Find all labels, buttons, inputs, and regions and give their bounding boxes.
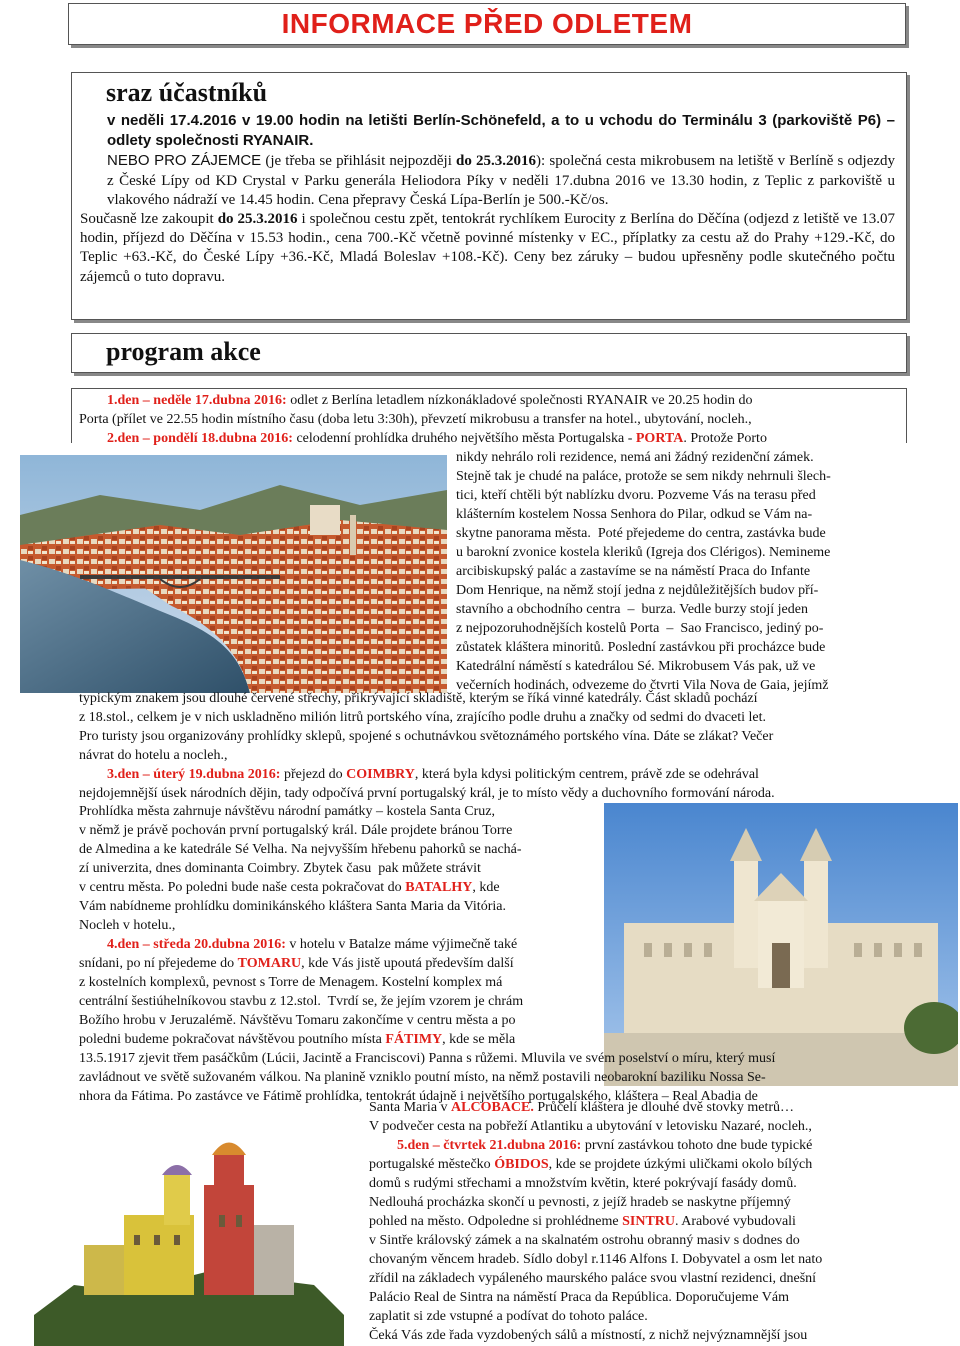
meeting-paragraph-2: NEBO PRO ZÁJEMCE (je třeba se přihlásit nejpozději do 25.3.2016): společná cesta mikrobusem na letiště v Berlíně s odjezdy z České Lípy od KD Crystal v Parku generála Heliodora Píky v neděli 17.dubna 2016 ve 13.30 hodin, z Teplic z parkoviště u vlakového nádraží ve 14.45 hodin. Cena přepravy Česká Lípa-Berlín je 500.-Kč/os. [107, 152, 896, 208]
day4-left-column: 4.den – středa 20.dubna 2016: v hotelu v Batalze máme výjimečně také snídani, po ní přejedeme do TOMARU, kde Vás jistě upoutá především další z kostelních komplexů, pevnost s Torre de Menagem. Kostelní komplex má centrální šestiúhelníkovou stavbu z 12.stol. Tvrdí se, že jejím vzorem je chrám Božího hrobu v Jeruzalémě. Návštěvu Tomaru zakončíme v centru města a po poledni budeme pokračovat návštěvou poutního místa FÁTIMY, kde se měla [79, 937, 524, 1047]
porto-photo-svg [20, 455, 447, 693]
day1-text: 1.den – neděle 17.dubna 2016: odlet z Berlína letadlem nízkonákladové společnosti RYANAIR ve 20.25 hodin do Porta (přílet ve 22.55 hodin místního času (doba letu 3:30h), převzetí mikrobusu a transfer na hotel., ubytování, nocleh., [79, 393, 753, 427]
meeting-text [80, 111, 895, 287]
day4-day5-right-column: Santa Maria v ALCOBACE. Průčelí kláštera je dlouhé dvě stovky metrů… V podvečer cesta na pobřeží Atlantiku a ubytování v letovisku Nazaré, nocleh., 5.den – čtvrtek 21.dubna 2016: první zastávkou tohoto dne bude typické portugalské městečko ÓBIDOS, kde se projdete úzkými uličkami okolo bílých domů s rudými střechami a množstvím květin, které pokrývají fasády domů. Nedlouhá procházka skončí u pevnosti, z jejíž hradeb se naskytne příjemný pohled na město. Odpoledne si prohlédneme SINTRU. Arabové vybudovali v Sintře královský zámek a na skalnatém ostrohu obranný masiv s dodnes do chovaným věncem hradeb. Sídlo dobyl r.1146 Alfons I. Dobyvatel a osm let nato zřídil na základech vypáleného maurského paláce svou vlastní rezidenci, dnešní Palácio Real de Sintra na náměstí Praca da República. Doporučujeme Vám zaplatit si zde vstupné a podívat do tohoto paláce. Čeká Vás zde řada vyzdobených sálů a místností, z nichž nejvýznamnější jsou [369, 1100, 823, 1343]
program-title: program akce [106, 337, 261, 366]
day2-full-width: typickým znakem jsou dlouhé červené střechy, přikrývající skladiště, kterým se říká vinné katedrály. Část skladů pochází z 18.stol., celkem je v nich uskladněno milión litrů portského vína, zrajícího podle druhu a značky od sedmi do dvaceti let. Pro turisty jsou organizovány prohlídky sklepů, spojené s ochutnávkou světoznámého portského vína. Dáte se zlákat? Večer návrat do hotelu a nocleh., [79, 691, 774, 763]
pena-palace-photo-svg [14, 1115, 360, 1346]
day3-left-column: Prohlídka města zahrnuje návštěvu národní památky – kostela Santa Cruz, v němž je právě pochován první portugalský král. Dále projdete bránou Torre de Almedina a ke katedrále Sé Velha. Na nejvyšším hřebenu pahorků se nachá- zí univerzita, dnes dominanta Coimbry. Zbytek času pak můžete strávit v centru města. Po poledni bude naše cesta pokračovat do BATALHY, kde Vám nabídneme prohlídku dominikánského kláštera Santa Maria da Vitória. Nocleh v hotelu., [79, 804, 522, 933]
day2-heading: 2.den – pondělí 18.dubna 2016: celodenní prohlídka druhého největšího města Portugalska - PORTA. Protože Porto [107, 431, 767, 446]
day2-right-column: nikdy nehrálo roli rezidence, nemá ani žádný rezidenční zámek. Stejně tak je chudé na paláce, protože se sem nikdy nehrnuli šlech- tici, kteří chtěli být nablízku dvoru. Pozveme Vás na terasu před klášterním kostelem Nossa Senhora do Pilar, odkud se Vám na- skytne panorama města. Poté přejedeme do centra, zastávka bude u barokní zvonice kostela kleriků (Igreja dos Clérigos). Nemineme arcibiskupský palác a zastavíme se na náměstí Praca do Infante Dom Henrique, na němž stojí jedna z nejdůležitějších budov pří- stavního a obchodního centra – burza. Vedle burzy stojí jeden z nejpozoruhodnějších kostelů Porta – Sao Francisco, jediný po- zůstatek kláštera minoritů. Poslední zastávkou při procházce bude Katedrální náměstí s katedrálou Sé. Mikrobusem Vás pak, už ve večerních hodinách, odvezeme do čtvrti Vila Nova de Gaia, jejímž [456, 450, 831, 693]
alcobaca-photo [604, 803, 958, 1086]
meeting-paragraph-1: v neděli 17.4.2016 v 19.00 hodin na letišti Berlín-Schönefeld, a to u vchodu do Terminálu 3 (parkoviště P6) – odlety společnosti RYANAIR. [107, 112, 895, 150]
meeting-paragraph-3: Současně lze zakoupit do 25.3.2016 i společnou cestu zpět, tentokrát rychlíkem Eurocity z Berlína do Děčína (odjezd z letiště ve 13.07 hodin, příjezd do Děčína v 15.53 hodin., cena 700.-Kč včetně povinné místenky v EC., příplatky za cestu až do Prahy +129.-Kč, do Teplic +63.-Kč, do České Lípy +36.-Kč, Mladá Boleslav +108.-Kč). Ceny bez záruky – budou upřesněny podle skutečného počtu zájemců o tuto dopravu. [80, 211, 895, 285]
meeting-title: sraz účastníků [106, 78, 268, 107]
day3-heading: 3.den – úterý 19.dubna 2016: přejezd do COIMBRY, která byla kdysi politickým centrem, právě zde se odehrával nejdojemnější úsek národních dějin, tady odpočívá první portugalský král, je to místo vědy a duchovního formování národa. [79, 767, 775, 801]
pena-palace-photo [14, 1115, 360, 1346]
porto-photo [20, 455, 447, 693]
page-title: INFORMACE PŘED ODLETEM [281, 8, 693, 39]
day4-full-width: 13.5.1917 zjevit třem pasáčkům (Lúcii, Jacintě a Franciscovi) Panna s růžemi. Mluvila ve svém poselství o míru, který musí zavládnout ve světě sužovaném válkou. Na planině vzniklo poutní místo, na němž postavili neobarokní baziliku Nossa Se- nhora da Fátima. Po zastávce ve Fátimě prohlídka, tentokrát údajně i největšího portugalského, kláštera – Real Abadia de [79, 1051, 776, 1104]
header-box [68, 3, 906, 45]
alcobaca-photo-svg [604, 803, 958, 1086]
